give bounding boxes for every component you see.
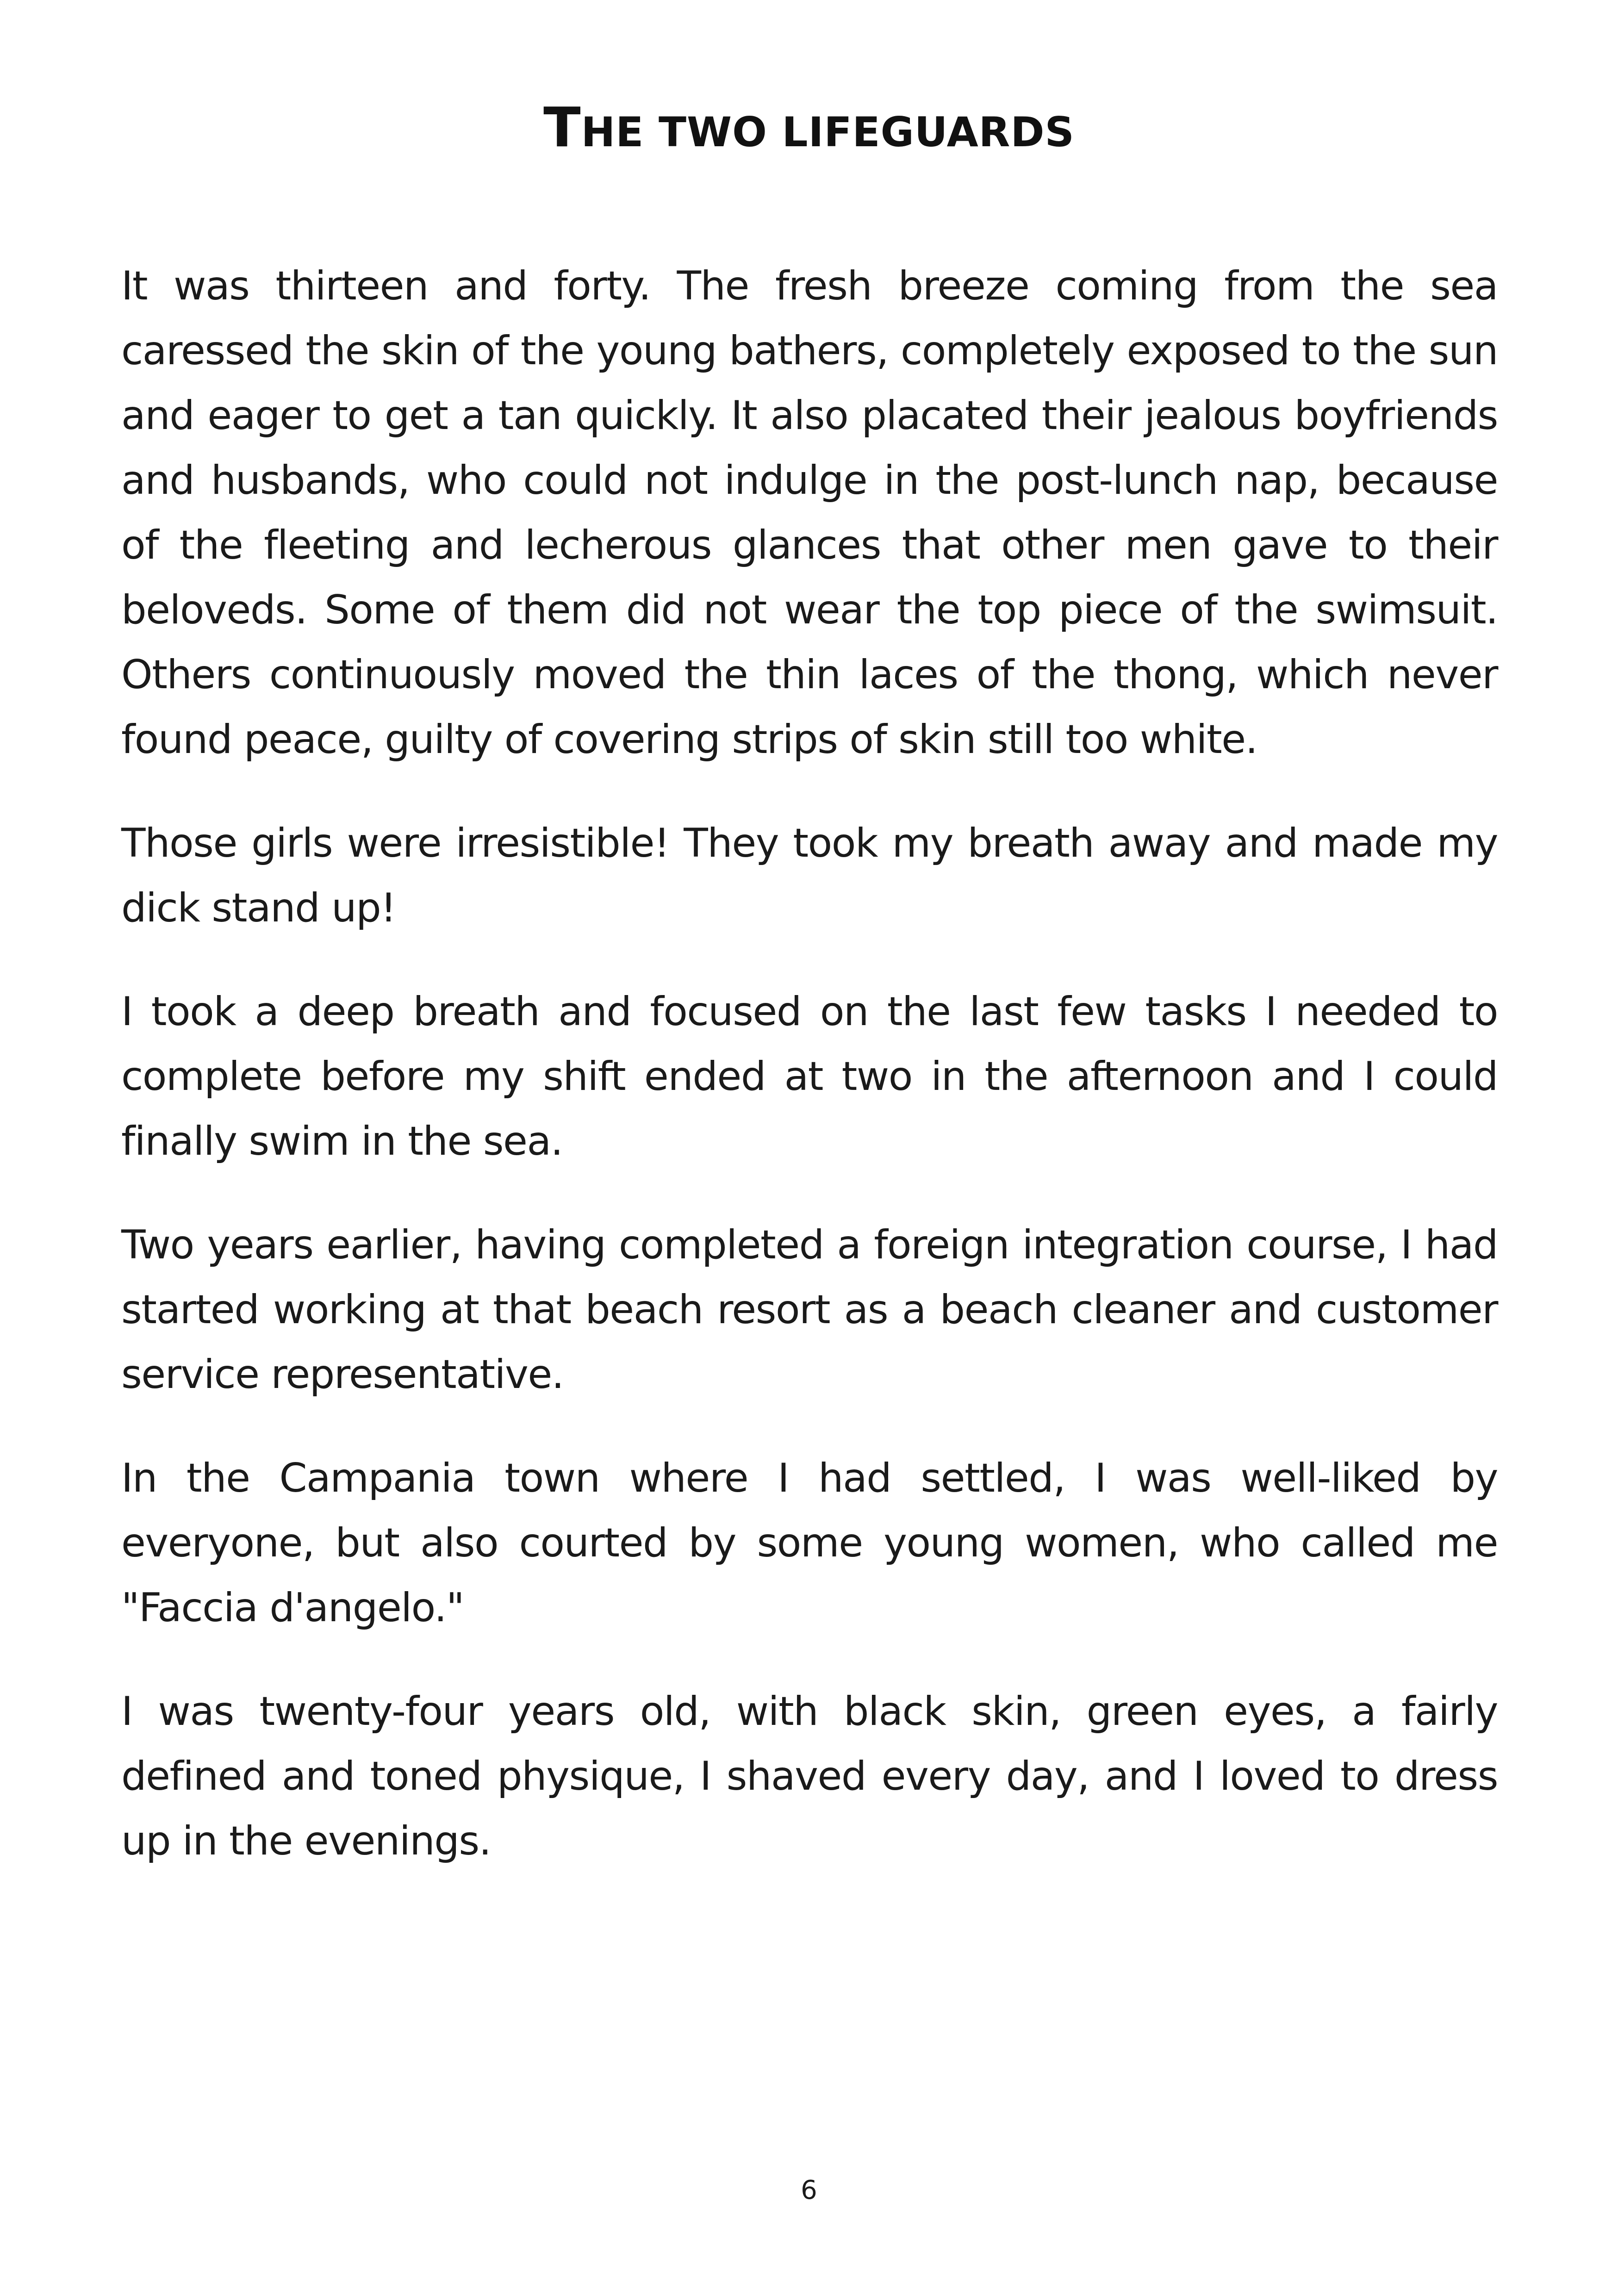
page-number: 6	[801, 2175, 817, 2205]
paragraph: I was twenty-four years old, with black skin, green eyes, a fairly defined and toned physique, I shaved every day, and I loved to dress up in the evenings.	[121, 1688, 1498, 1864]
paragraph: It was thirteen and forty. The fresh breeze coming from the sea caressed the skin of the young bathers, completely exposed to the sun and eager to get a tan quickly. It also placated their jealous boyfriends and husbands, who could not indulge in the post-lunch nap, because of the fleeting and lecherous glances that other men gave to their beloveds. Some of them did not wear the top piece of the swimsuit. Others continuously moved the thin laces of the thong, which never found peace, guilty of covering strips of skin still too white.	[121, 263, 1498, 763]
chapter-title	[0, 95, 1618, 161]
chapter-title-rest: HE TWO LIFEGUARDS	[581, 108, 1075, 156]
paragraph: In the Campania town where I had settled, I was well-liked by everyone, but also courted by some young women, who called me "Faccia d'angelo."	[121, 1455, 1498, 1631]
paragraph: Those girls were irresistible! They took my breath away and made my dick stand up!	[121, 820, 1498, 931]
paragraph: I took a deep breath and focused on the last few tasks I needed to complete before my shift ended at two in the afternoon and I could finally swim in the sea.	[121, 989, 1498, 1164]
chapter-body	[121, 254, 1498, 1912]
paragraph: Two years earlier, having completed a foreign integration course, I had started working at that beach resort as a beach cleaner and customer service representative.	[121, 1222, 1498, 1398]
chapter-title-initial: T	[543, 95, 581, 159]
